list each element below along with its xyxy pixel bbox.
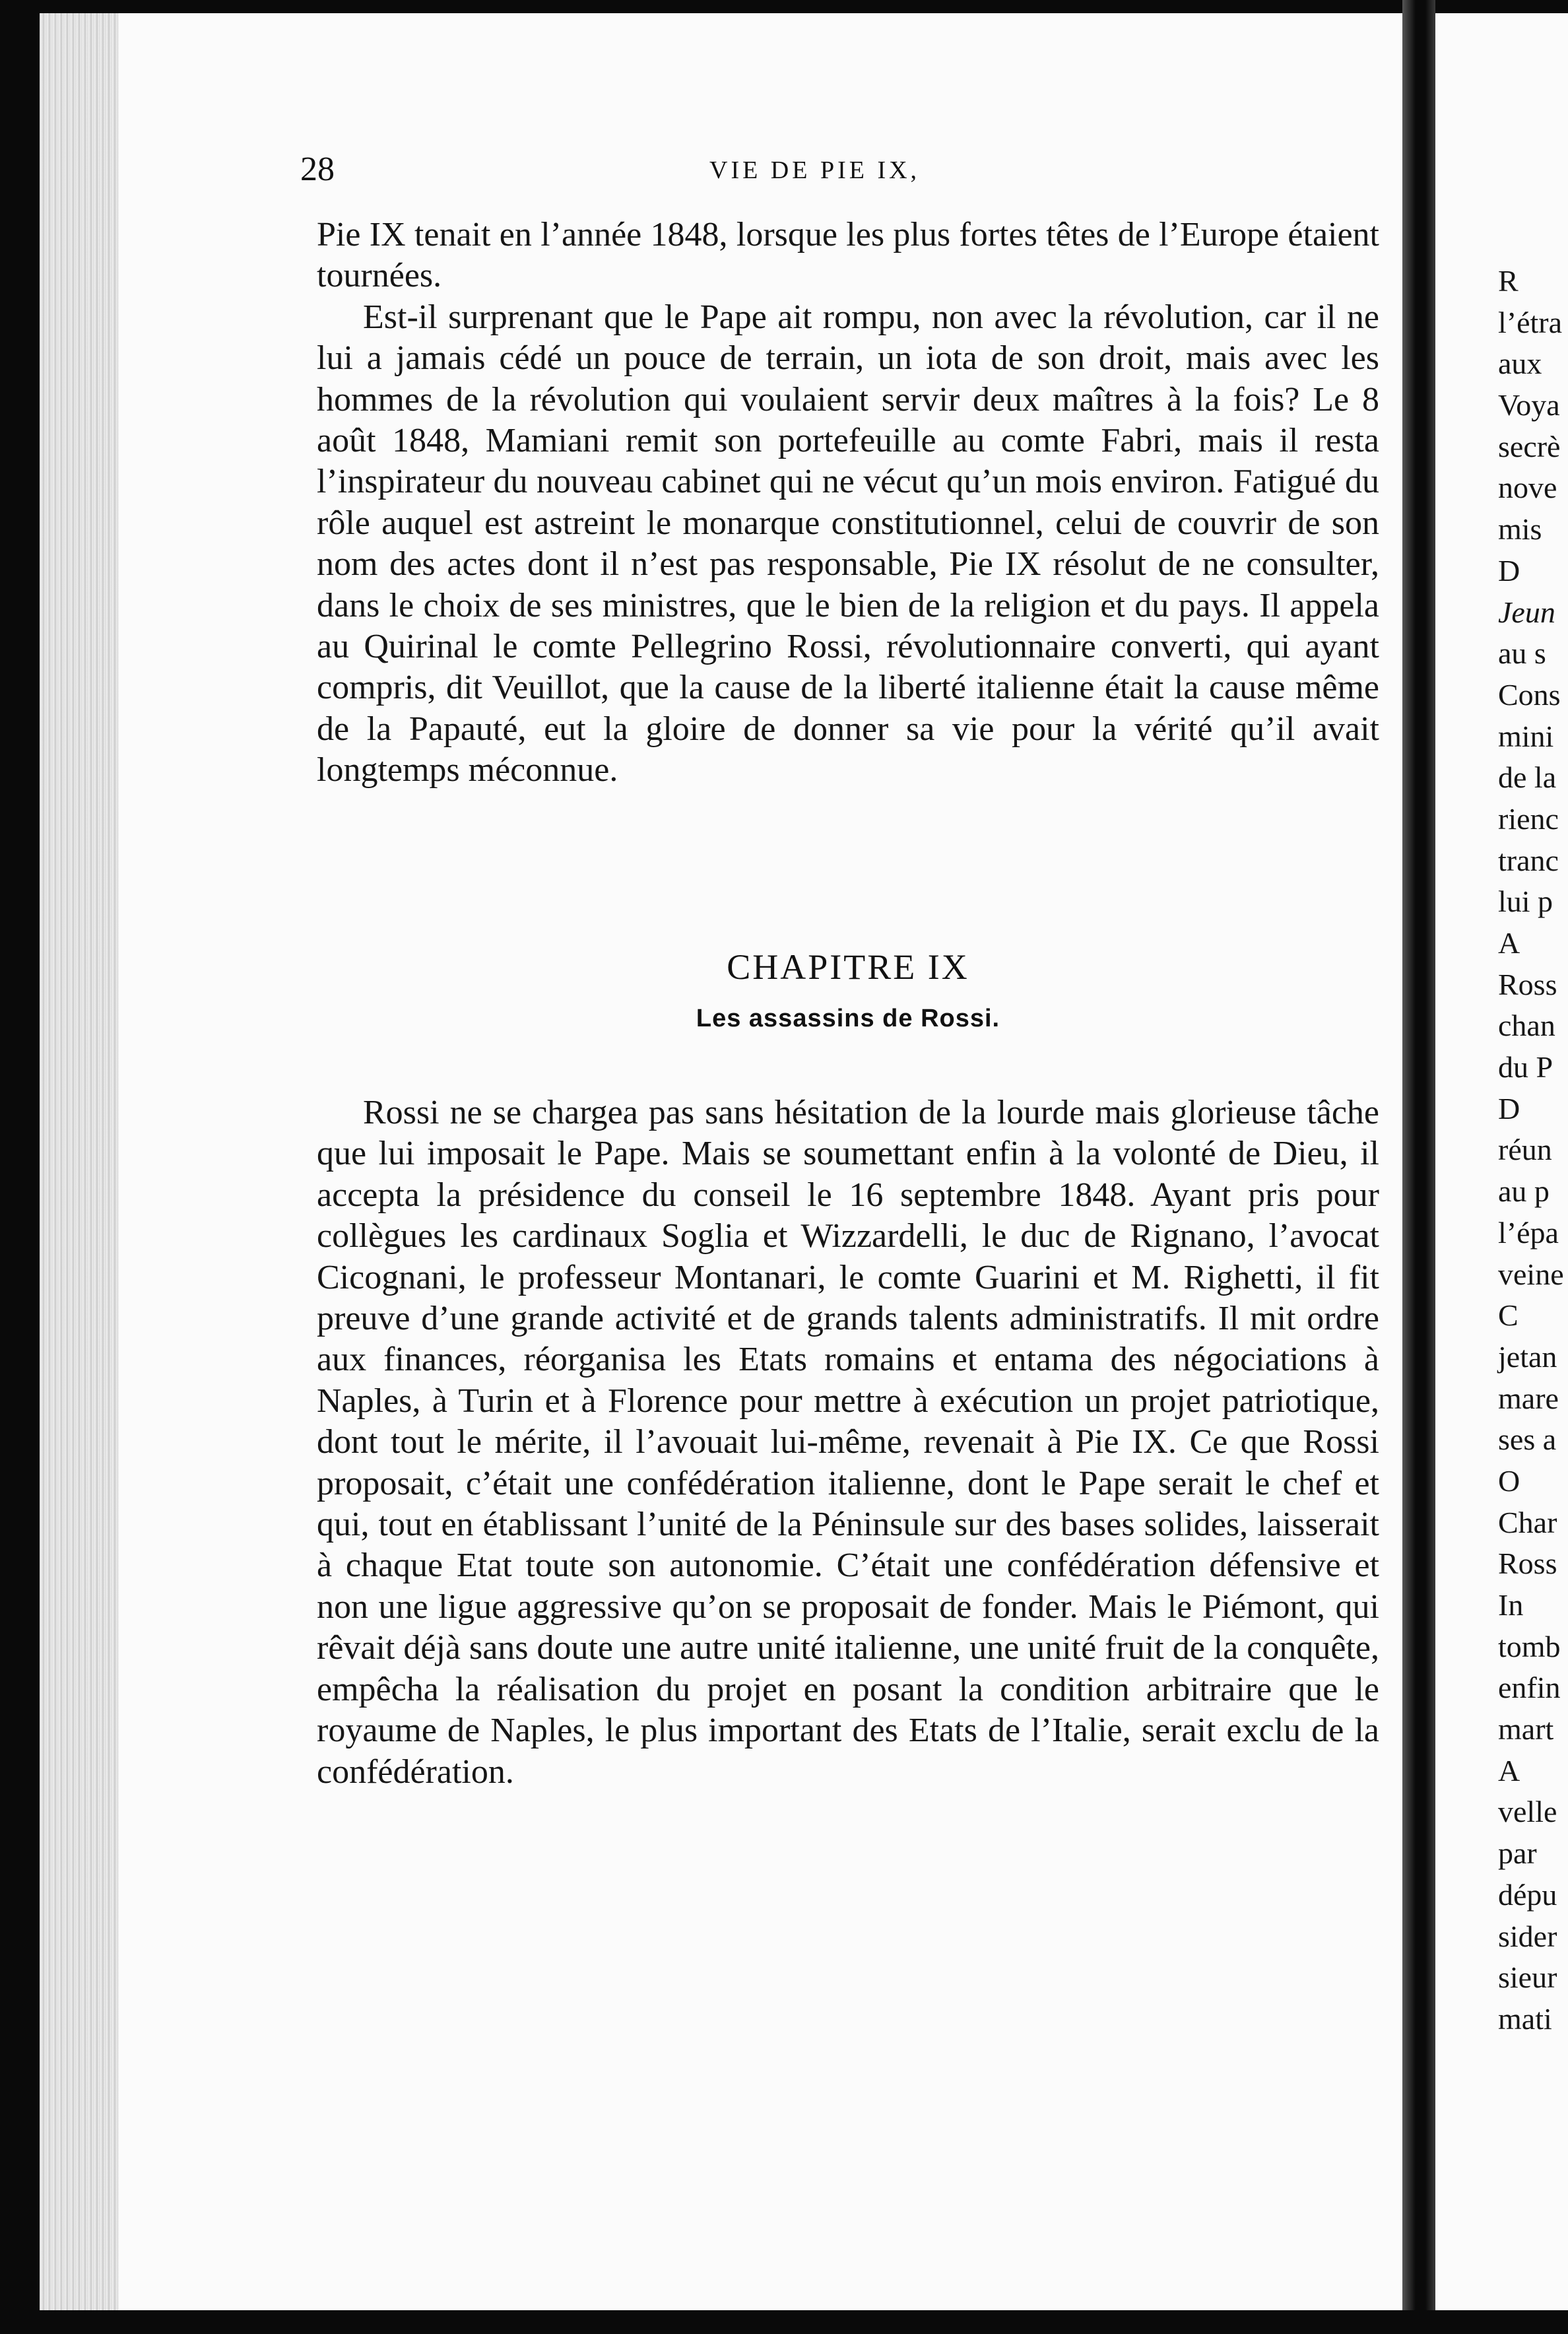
facing-page-text (1498, 261, 1568, 2040)
facing-page-line: tomb (1498, 1629, 1561, 1663)
scan-border-left (0, 0, 40, 2334)
facing-page-line: Cons (1498, 677, 1561, 712)
facing-page-line: au s (1498, 636, 1546, 671)
facing-page-line: aux (1498, 347, 1542, 381)
scan-border-bottom (0, 2310, 1568, 2334)
facing-page-line: D (1498, 553, 1520, 587)
facing-page-line: au p (1498, 1174, 1550, 1209)
facing-page-line: de la (1498, 760, 1557, 795)
page-header (300, 147, 1369, 193)
facing-page-line: A (1498, 926, 1520, 960)
facing-page-line: ses a (1498, 1422, 1557, 1457)
facing-page-line: sieur (1498, 1960, 1557, 1995)
facing-page-line: tranc (1498, 843, 1559, 877)
facing-page-line: du P (1498, 1050, 1553, 1084)
facing-page-line: rienc (1498, 801, 1559, 836)
scan-border-top (0, 0, 1568, 15)
facing-page-line: secrè (1498, 429, 1561, 463)
facing-page-line: enfin (1498, 1671, 1561, 1705)
facing-page-line: chan (1498, 1009, 1555, 1043)
facing-page-line: Char (1498, 1505, 1557, 1539)
facing-page-line: dépu (1498, 1877, 1557, 1912)
facing-page-line: In (1498, 1588, 1524, 1622)
running-title: VIE DE PIE IX, (709, 156, 921, 184)
facing-page-line: mati (1498, 2001, 1552, 2036)
book-gutter (1402, 0, 1435, 2334)
facing-page-line: mart (1498, 1712, 1554, 1747)
facing-page-line: réun (1498, 1133, 1552, 1167)
facing-page-line: mare (1498, 1381, 1559, 1415)
paragraph: Rossi ne se chargea pas sans hésitation de la lourde mais glorieuse tâche que lui imposait le Pape. Mais se soumettant enfin à la volonté de Dieu, il accepta la présidence du conseil le 16 septembre 1848. Ayant pris pour collègues les cardinaux Soglia et Wizzardelli, le duc de Rignano, l’avocat Cicognani, le professeur Montanari, le comte Guarini et M. Righetti, il fit preuve d’une grande activité et de grands talents administratifs. Il mit ordre aux finances, réorganisa les Etats romains et entama des négociations à Naples, à Turin et à Florence pour mettre à exécution un projet patriotique, dont tout le mérite, il l’avouait lui-même, revenait à Pie IX. Ce que Rossi proposait, c’était une confédération italienne, dont le Pape serait le chef et qui, tout en établissant l’unité de la Péninsule sur des bases solides, laisserait à chaque Etat toute son autonomie. C’était une confédération défensive et non une ligue aggressive qu’on se proposait de fonder. Mais le Piémont, qui rêvait déjà sans doute une autre unité italienne, une unité fruit de la conquête, empêcha la réalisation du projet en posant la condition arbitraire que le royaume de Naples, le plus important des Etats de l’Italie, serait exclu de la confédération. (317, 1094, 1379, 1791)
facing-page-line: lui p (1498, 884, 1553, 919)
text-before-chapter (317, 215, 1379, 791)
facing-page-line: l’épa (1498, 1215, 1559, 1250)
page-edges (40, 13, 119, 2310)
paragraph: Pie IX tenait en l’année 1848, lorsque les plus fortes têtes de l’Europe étaient tournées. (317, 216, 1379, 295)
page-number: 28 (300, 150, 335, 188)
facing-page-line: C (1498, 1298, 1519, 1333)
facing-page-line: mini (1498, 719, 1554, 753)
facing-page-line: Ross (1498, 1547, 1557, 1581)
facing-page-line: Voya (1498, 388, 1560, 422)
chapter-subtitle: Les assassins de Rossi. (696, 1005, 1000, 1032)
facing-page-line: A (1498, 1753, 1520, 1787)
facing-page-line: R (1498, 264, 1519, 298)
chapter-title: CHAPITRE IX (727, 947, 969, 987)
facing-page-line: Ross (1498, 967, 1557, 1001)
facing-page-line: O (1498, 1463, 1520, 1498)
facing-page-line: mis (1498, 512, 1542, 547)
facing-page-line: nove (1498, 471, 1557, 505)
facing-page-line: sider (1498, 1919, 1557, 1953)
facing-page-line: par (1498, 1836, 1537, 1871)
facing-page-line: Jeun (1498, 595, 1555, 629)
facing-page-line: l’étra (1498, 305, 1563, 339)
facing-page-line: D (1498, 1091, 1520, 1125)
facing-page-line: jetan (1498, 1339, 1557, 1374)
paragraph: Est-il surprenant que le Pape ait rompu, non avec la révolution, car il ne lui a jamais cédé un pouce de terrain, un iota de son droit, mais avec les hommes de la révolution qui voulaient servir deux maîtres à la fois? Le 8 août 1848, Mamiani remit son portefeuille au comte Fabri, mais il resta l’inspirateur du nouveau cabinet qui ne vécut qu’un mois environ. Fatigué du rôle auquel est astreint le monarque constitutionnel, celui de couvrir de son nom des actes dont il n’est pas responsable, Pie IX résolut de ne consulter, dans le choix de ses ministres, que le bien de la religion et du pays. Il appela au Quirinal le comte Pellegrino Rossi, révolutionnaire converti, qui ayant compris, dit Veuillot, que la cause de la liberté italienne était la cause même de la Papauté, eut la gloire de donner sa vie pour la vérité qu’il avait longtemps méconnue. (317, 298, 1379, 789)
facing-page-line: velle (1498, 1795, 1557, 1829)
text-after-chapter (317, 1092, 1379, 1793)
facing-page-line: veine (1498, 1257, 1564, 1291)
